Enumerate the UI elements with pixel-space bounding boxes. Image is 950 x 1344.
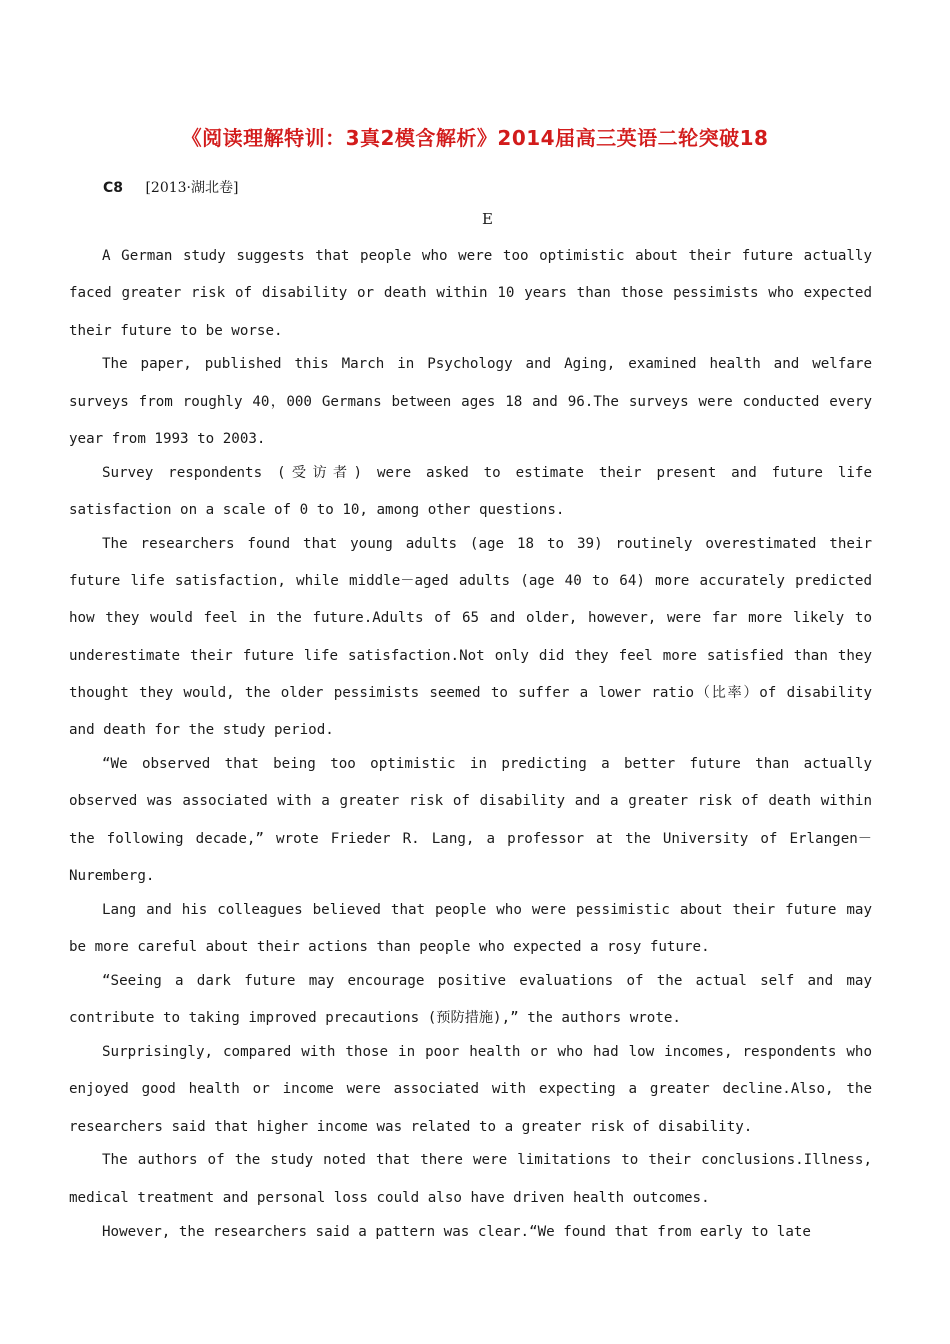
passage-label: E: [482, 210, 493, 228]
paragraph: “Seeing a dark future may encourage positive evaluations of the actual self and may contribute to taking improved precautions (预防措施),” the authors wrote.: [69, 972, 872, 1027]
paragraph: The paper, published this March in Psychology and Aging, examined health and welfare surveys from roughly 40，000 Germans between ages 18 and 96.The surveys were conducted every year from 1993 to 2003.: [69, 356, 872, 447]
paragraph: Surprisingly, compared with those in poor health or who had low incomes, respondents who enjoyed good health or income were associated with expecting a greater decline.Also, the researchers said that higher income was related to a greater risk of disability.: [69, 1044, 872, 1135]
paragraph: The researchers found that young adults (age 18 to 39) routinely overestimated their future life satisfaction, while middle－aged adults (age 40 to 64) more accurately predicted how they would feel in the future.Adults of 65 and older, however, were far more likely to underestimate their future life satisfaction.Not only did they feel more satisfied than they thought they would, the older pessimists seemed to suffer a lower ratio（比率）of disability and death for the study period.: [69, 535, 872, 739]
paragraph: “We observed that being too optimistic in predicting a better future than actually observed was associated with a greater risk of disability and a greater risk of death within the following decade,” wrote Frieder R. Lang, a professor at the University of Erlangen－Nuremberg.: [69, 756, 872, 885]
section-source: [2013·湖北卷]: [145, 180, 239, 196]
document-title: 《阅读理解特训：3真2模含解析》2014届高三英语二轮突破18: [181, 126, 769, 150]
passage-body: [69, 238, 872, 1247]
paragraph: The authors of the study noted that there were limitations to their conclusions.Illness, medical treatment and personal loss could also have driven health outcomes.: [69, 1152, 872, 1206]
section-source-line: [103, 177, 238, 197]
section-tag: C8: [103, 180, 124, 196]
paragraph: Lang and his colleagues believed that people who were pessimistic about their future may be more careful about their actions than people who expected a rosy future.: [69, 901, 872, 956]
paragraph: However, the researchers said a pattern was clear.“We found that from early to late: [102, 1223, 811, 1240]
paragraph: Survey respondents (受访者) were asked to estimate their present and future life satisfaction on a scale of 0 to 10, among other questions.: [69, 464, 872, 519]
paragraph: A German study suggests that people who were too optimistic about their future actually faced greater risk of disability or death within 10 years than those pessimists who expected their future to be worse.: [69, 248, 872, 339]
